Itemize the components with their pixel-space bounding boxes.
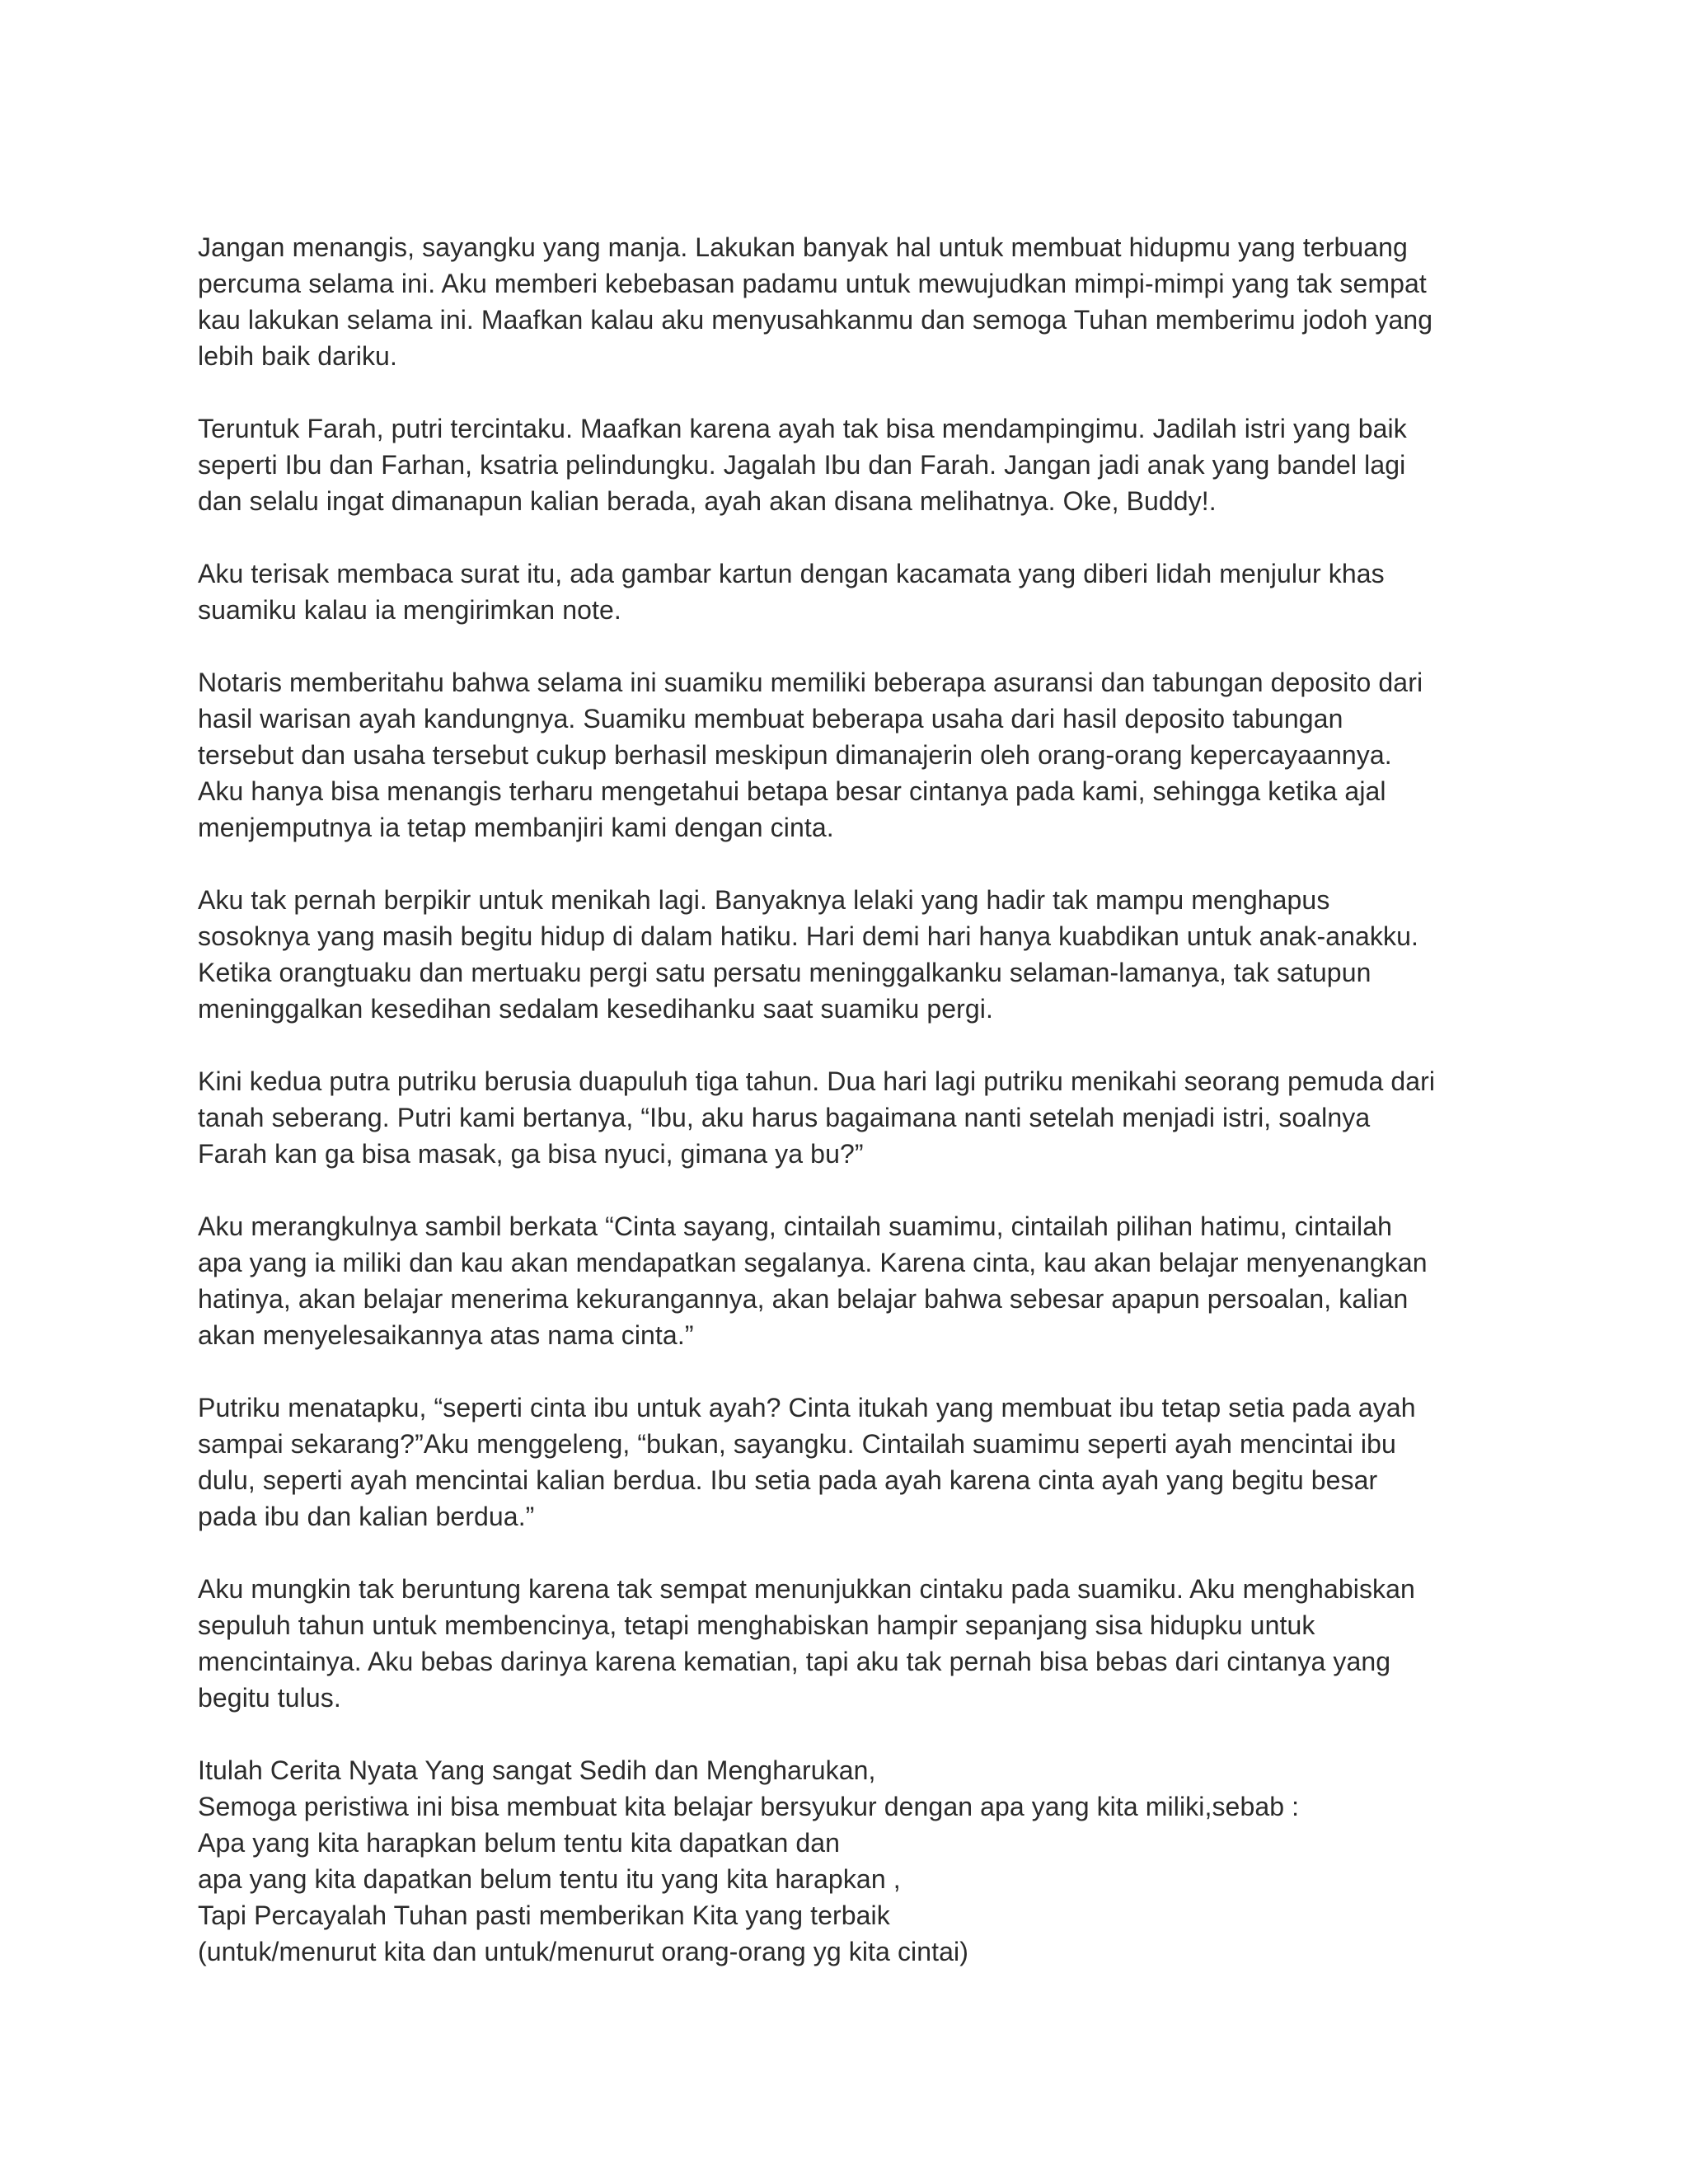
paragraph-4 — [198, 664, 1484, 846]
text-line: begitu tulus. — [198, 1683, 341, 1713]
text-line: hatinya, akan belajar menerima kekurangannya, akan belajar bahwa sebesar apapun persoalan, kalian — [198, 1284, 1409, 1314]
closing-paragraph — [198, 1752, 1484, 1970]
text-line: sampai sekarang?”Aku menggeleng, “bukan, sayangku. Cintailah suamimu seperti ayah mencintai ibu — [198, 1429, 1396, 1459]
text-line: seperti Ibu dan Farhan, ksatria pelindungku. Jagalah Ibu dan Farah. Jangan jadi anak yang bandel lagi — [198, 450, 1406, 480]
text-line: suamiku kalau ia mengirimkan note. — [198, 595, 621, 625]
paragraph-2 — [198, 410, 1484, 519]
text-line: tersebut dan usaha tersebut cukup berhasil meskipun dimanajerin oleh orang-orang kepercayaannya. — [198, 740, 1392, 770]
paragraph-8 — [198, 1390, 1484, 1535]
text-line: Kini kedua putra putriku berusia duapuluh tiga tahun. Dua hari lagi putriku menikahi seorang pemuda dari — [198, 1066, 1436, 1096]
text-line: Aku merangkulnya sambil berkata “Cinta sayang, cintailah suamimu, cintailah pilihan hatimu, cintailah — [198, 1212, 1393, 1241]
text-line: sosoknya yang masih begitu hidup di dalam hatiku. Hari demi hari hanya kuabdikan untuk anak-anakku. — [198, 921, 1419, 951]
text-line: apa yang ia miliki dan kau akan mendapatkan segalanya. Karena cinta, kau akan belajar menyenangkan — [198, 1248, 1428, 1277]
closing-line: Apa yang kita harapkan belum tentu kita dapatkan dan — [198, 1828, 841, 1858]
text-line: tanah seberang. Putri kami bertanya, “Ibu, aku harus bagaimana nanti setelah menjadi istri, soalnya — [198, 1103, 1371, 1132]
paragraph-6 — [198, 1063, 1484, 1172]
text-line: mencintainya. Aku bebas darinya karena kematian, tapi aku tak pernah bisa bebas dari cintanya yang — [198, 1647, 1391, 1676]
text-line: kau lakukan selama ini. Maafkan kalau aku menyusahkanmu dan semoga Tuhan memberimu jodoh yang — [198, 305, 1433, 335]
closing-line: (untuk/menurut kita dan untuk/menurut orang-orang yg kita cintai) — [198, 1937, 968, 1966]
text-line: sepuluh tahun untuk membencinya, tetapi menghabiskan hampir sepanjang sisa hidupku untuk — [198, 1610, 1315, 1640]
paragraph-5 — [198, 882, 1484, 1027]
text-line: menjemputnya ia tetap membanjiri kami dengan cinta. — [198, 813, 834, 842]
text-line: Farah kan ga bisa masak, ga bisa nyuci, gimana ya bu?” — [198, 1139, 864, 1169]
text-line: Aku hanya bisa menangis terharu mengetahui betapa besar cintanya pada kami, sehingga ketika ajal — [198, 776, 1386, 806]
text-line: Teruntuk Farah, putri tercintaku. Maafkan karena ayah tak bisa mendampingimu. Jadilah istri yang baik — [198, 414, 1407, 443]
document-body — [198, 229, 1484, 2006]
text-line: dulu, seperti ayah mencintai kalian berdua. Ibu setia pada ayah karena cinta ayah yang begitu besar — [198, 1465, 1378, 1495]
closing-line: Tapi Percayalah Tuhan pasti memberikan Kita yang terbaik — [198, 1900, 890, 1930]
text-line: Aku mungkin tak beruntung karena tak sempat menunjukkan cintaku pada suamiku. Aku menghabiskan — [198, 1574, 1415, 1604]
paragraph-7 — [198, 1208, 1484, 1353]
text-line: akan menyelesaikannya atas nama cinta.” — [198, 1320, 694, 1350]
paragraph-3 — [198, 555, 1484, 628]
text-line: meninggalkan kesedihan sedalam kesedihanku saat suamiku pergi. — [198, 994, 994, 1024]
closing-line: apa yang kita dapatkan belum tentu itu yang kita harapkan , — [198, 1864, 901, 1894]
text-line: pada ibu dan kalian berdua.” — [198, 1502, 535, 1531]
paragraph-9 — [198, 1571, 1484, 1716]
text-line: Ketika orangtuaku dan mertuaku pergi satu persatu meninggalkanku selaman-lamanya, tak satupun — [198, 958, 1372, 987]
text-line: Notaris memberitahu bahwa selama ini suamiku memiliki beberapa asuransi dan tabungan deposito dari — [198, 668, 1423, 697]
closing-line: Semoga peristiwa ini bisa membuat kita belajar bersyukur dengan apa yang kita miliki,sebab : — [198, 1792, 1300, 1821]
text-line: hasil warisan ayah kandungnya. Suamiku membuat beberapa usaha dari hasil deposito tabungan — [198, 704, 1343, 733]
text-line: lebih baik dariku. — [198, 341, 397, 371]
paragraph-1 — [198, 229, 1484, 374]
text-line: Putriku menatapku, “seperti cinta ibu untuk ayah? Cinta itukah yang membuat ibu tetap setia pada ayah — [198, 1393, 1416, 1422]
text-line: Jangan menangis, sayangku yang manja. Lakukan banyak hal untuk membuat hidupmu yang terbuang — [198, 232, 1408, 262]
text-line: percuma selama ini. Aku memberi kebebasan padamu untuk mewujudkan mimpi-mimpi yang tak sempat — [198, 269, 1427, 298]
text-line: Aku terisak membaca surat itu, ada gambar kartun dengan kacamata yang diberi lidah menjulur khas — [198, 559, 1385, 588]
text-line: dan selalu ingat dimanapun kalian berada, ayah akan disana melihatnya. Oke, Buddy!. — [198, 486, 1217, 516]
closing-line: Itulah Cerita Nyata Yang sangat Sedih dan Mengharukan, — [198, 1755, 876, 1785]
text-line: Aku tak pernah berpikir untuk menikah lagi. Banyaknya lelaki yang hadir tak mampu menghapus — [198, 885, 1330, 915]
